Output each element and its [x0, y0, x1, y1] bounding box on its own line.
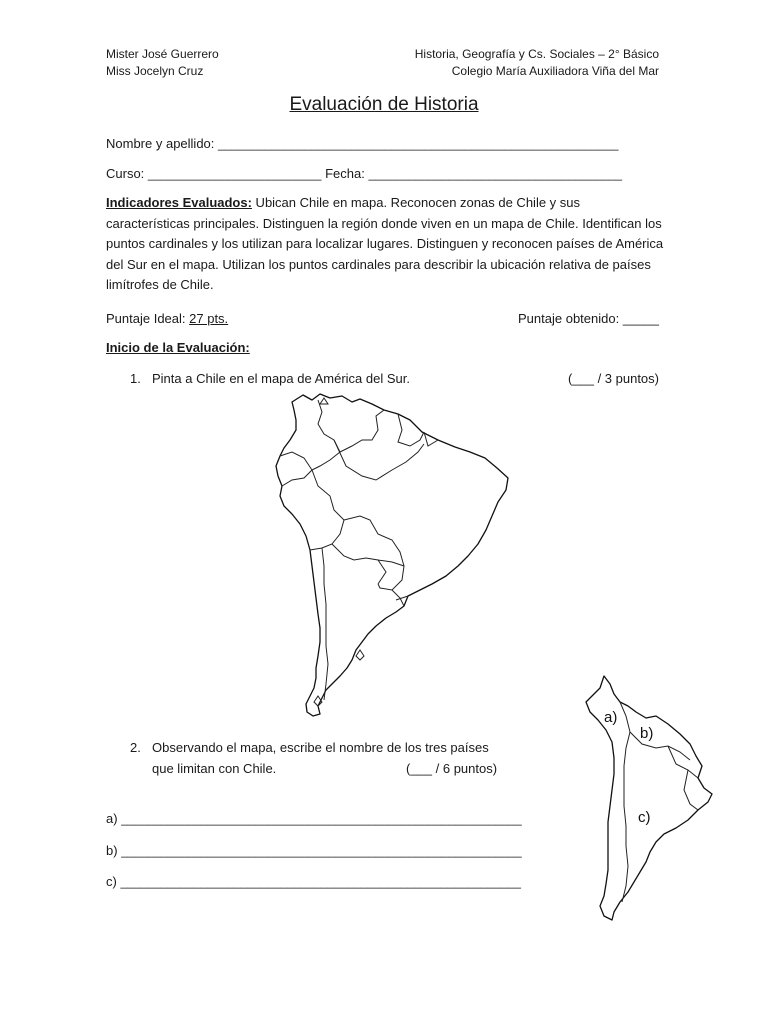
- page-title: Evaluación de Historia: [289, 94, 479, 115]
- answer-c-label: c): [106, 874, 117, 889]
- date-field[interactable]: ______________________________________: [368, 167, 623, 181]
- ideal-score-label: Puntaje Ideal:: [106, 311, 186, 326]
- obtained-score-field[interactable]: _____: [622, 311, 659, 326]
- question-1-text: Pinta a Chile en el mapa de América del Sur.: [152, 371, 410, 386]
- answer-a-field[interactable]: ____________________________________________________________: [121, 812, 522, 826]
- subject-line: Historia, Geografía y Cs. Sociales – 2° Básico: [414, 47, 659, 61]
- course-label: Curso:: [106, 166, 145, 181]
- indicators-heading: Indicadores Evaluados:: [106, 195, 252, 210]
- small-map-label-a: a): [604, 709, 618, 726]
- date-label: Fecha:: [325, 166, 365, 181]
- ideal-score-value: 27 pts.: [189, 311, 229, 326]
- question-2-points: (___ / 6 puntos): [406, 761, 498, 776]
- small-map-label-c: c): [638, 809, 651, 826]
- obtained-score-label: Puntaje obtenido:: [518, 311, 620, 326]
- name-label: Nombre y apellido:: [106, 136, 215, 151]
- small-map-label-b: b): [640, 725, 654, 742]
- teacher-name-1: Mister José Guerrero: [106, 47, 219, 61]
- school-name: Colegio María Auxiliadora Viña del Mar: [451, 64, 659, 78]
- answer-b-field[interactable]: ____________________________________________________________: [121, 844, 522, 858]
- start-heading: Inicio de la Evaluación:: [106, 340, 250, 355]
- indicators-text: Ubican Chile en mapa. Reconocen zonas de Chile y sus características principales. Distinguen la región donde viven en un mapa de Chile. Identifican los puntos cardinales y los utilizan para localizar lugares. Distinguen y reconocen países de América del Sur en el mapa. Utilizan los puntos cardinales para describir la ubicación relativa de países limítrofes de Chile.: [106, 195, 664, 292]
- southern-cone-borders: [620, 702, 698, 902]
- question-2-line-2: que limitan con Chile.: [152, 761, 277, 776]
- question-1-points: (___ / 3 puntos): [567, 371, 659, 386]
- answer-a-label: a): [106, 811, 118, 826]
- question-2-number: 2.: [130, 740, 141, 755]
- question-1-number: 1.: [130, 371, 141, 386]
- name-field[interactable]: ____________________________________________________________: [218, 137, 619, 151]
- teacher-name-2: Miss Jocelyn Cruz: [106, 64, 204, 78]
- question-2-line-1: Observando el mapa, escribe el nombre de los tres países: [152, 740, 489, 755]
- answer-c-field[interactable]: ____________________________________________________________: [120, 875, 521, 889]
- course-field[interactable]: __________________________: [147, 167, 322, 181]
- answer-b-label: b): [106, 843, 118, 858]
